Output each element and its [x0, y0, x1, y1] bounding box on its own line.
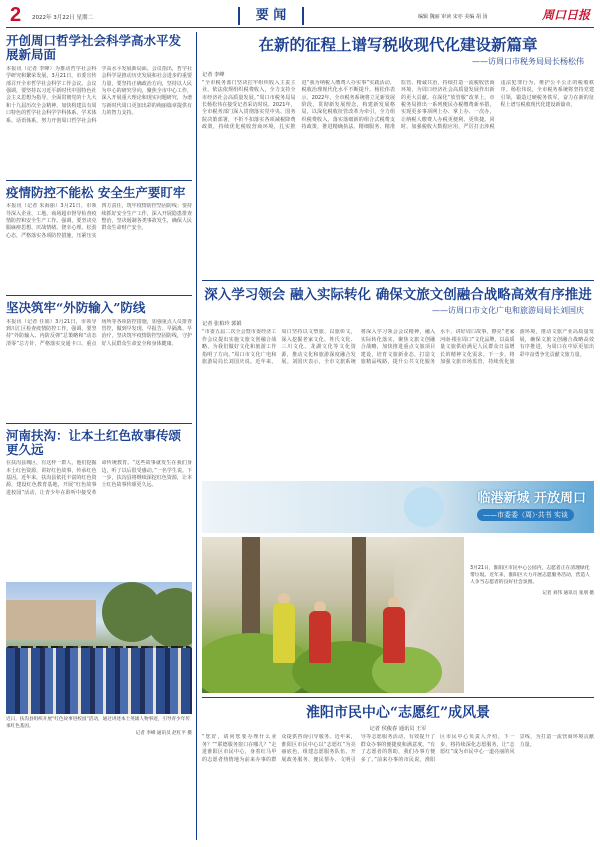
main-column [202, 32, 594, 840]
lead-subhead: ——访周口市税务局局长杨松伟 [472, 56, 584, 66]
second-headline[interactable]: 深入学习领会 融入实际转化 确保文旅文创融合战略高效有序推进 [204, 286, 592, 303]
newspaper-logo: 周口日报 [541, 8, 590, 22]
photo-volunteer [309, 611, 331, 663]
banner-title: 临港新城 开放周口 [477, 491, 586, 507]
second-byline: 记者 张柏玲 郭娟 [202, 321, 242, 328]
photo-volunteer [273, 603, 295, 663]
article-headline[interactable]: 坚决筑牢“外防输入”防线 [6, 300, 146, 316]
article-philosophy [6, 32, 192, 176]
article-body: 本报讯（记者 任娟）3月21日，市领导到川汇区检查疫情防控工作。强调，要坚持“外防输入、内防反弹”总策略和“动态清零”总方针，严格落实交通卡口、重点场所等各项防控措施，加强重点人员排查管控，做到早发现、早报告、早隔离、早治疗，坚决筑牢疫情防控坚固防线，守护好人民群众生命安全和身体健康。 [6, 318, 192, 347]
article-defense [6, 299, 192, 418]
article-body: 在扶沟县城区，有这样一群人，他们挖掘本土红色资源，讲好红色故事，传承红色基因。近年来，扶沟县依托丰富的红色资源，建设红色教育基地，开展“红色故事进校园”活动，让青少年在聆听中接受革命传统教育。“这些故事就发生在我们身边，听了以后很受感动。”一名学生说。下一步，扶沟县将继续深挖红色资源，让本土红色故事传颂更久远。 [6, 460, 192, 496]
divider [6, 423, 192, 424]
article-tax [202, 32, 594, 276]
photo-building [6, 600, 96, 640]
photo-tree-trunk [352, 537, 366, 657]
news-photo-students [6, 582, 192, 714]
photo-credit: 记者 李峰 通讯员 赵红平 摄 [135, 731, 192, 737]
article-headline[interactable]: 河南扶沟：让本土红色故事传颂更久远 [6, 427, 182, 457]
editor-info: 编辑 魏丽 审读 宋亦 美编 胡 汤 [418, 14, 488, 20]
article-headline[interactable]: 开创周口哲学社会科学高水平发展新局面 [6, 33, 182, 63]
bottom-body: “您好，请问您要办理什么业务？”“联德服务窗口在哪儿？”走进淮阳区市民中心，身着红马甲的志愿者热情地为前来办事的群众提供咨询引导服务。近年来，淮阳区市民中心以“志愿红”为亮丽底色，组建志愿服务队伍，开展政务服务、便民帮办、文明引导等志愿服务活动，有效提升了群众办事的便捷度和满意度。“有了志愿者的帮助，我们办事方便多了。”前来办事的市民说。淮阳区市民中心负责人介绍，下一步，将持续深化志愿服务，让“志愿红”成为市民中心一道亮丽的风景线，为打造一流营商环境贡献力量。 [202, 734, 594, 763]
photo-caption: 3月21日，淮阳区市民中心公园内，志愿者正在清理绿化带垃圾。近年来，淮阳区大力开展志愿服务活动，营造人人争当志愿者的良好社会氛围。 [470, 566, 590, 586]
promo-banner [202, 481, 594, 533]
banner-subtitle: ——市委委（周）·共书 实谈 [477, 509, 574, 521]
bottom-byline: 记者 侯俊春 通讯员 王军 [369, 726, 427, 733]
masthead [6, 4, 594, 28]
page-number: 2 [10, 4, 22, 26]
date-line: 2022年 3月22日 星期二 [32, 15, 93, 21]
left-column [6, 32, 192, 840]
bottom-headline[interactable]: 淮阳市民中心“志愿红”成风景 [305, 705, 491, 722]
photo-crowd [6, 648, 192, 714]
photo-side-caption [470, 537, 594, 597]
article-culture [202, 284, 594, 480]
photo-block [202, 537, 594, 693]
article-epidemic [6, 184, 192, 291]
article-body: 本报讯（记者 朱海丽）3月21日，市领导深入企业、工地、商场超市督导检查疫情防控和安全生产工作。强调，要坚决克服麻痹思想、厌战情绪、侥幸心理、松劲心态，严格落实各项防控措施，压紧压实四方责任，筑牢疫情防控坚固防线；要持续抓好安全生产工作，深入开展隐患排查整治，坚决遏制各类事故发生，确保人民群众生命财产安全。 [6, 203, 192, 239]
photo-tree [146, 588, 192, 648]
photo-credit: 记者 刘伟 通讯员 张朋 摄 [542, 591, 594, 597]
divider [6, 180, 192, 181]
second-subhead: ——访周口市文化广电和旅游局局长刘国庆 [432, 306, 584, 316]
article-volunteer [202, 701, 594, 804]
banner-graphic [404, 487, 444, 527]
section-title: 要 闻 [238, 7, 304, 25]
article-fugou [6, 427, 192, 737]
news-photo-volunteers [202, 537, 464, 693]
article-body: 本报讯（记者 李峰）为推动哲学社会科学研究和繁荣发展，3月21日，市委宣传部召开全市哲学社会科学工作会议。会议强调，要坚持以习近平新时代中国特色社会主义思想为指导，全面贯彻党的十九大和十九届历次全会精神，加快构建具有周口特色的哲学社会科学学科体系、学术体系、话语体系，努力开创周口哲学社会科学高水平发展新局面。会议指出，哲学社会科学是推动历史发展和社会进步的重要力量，要坚持正确政治方向，坚持以人民为中心的研究导向，聚焦全市中心工作，深入开展重大理论和现实问题研究，为谱写新时代周口更加出彩的绚丽篇章提供有力的智力支持。 [6, 65, 192, 124]
lead-headline[interactable]: 在新的征程上谱写税收现代化建设新篇章 [258, 35, 538, 54]
photo-volunteer [383, 607, 405, 663]
lead-body: “全市税务部门坚决扛牢组织收入主责主业，依法依规组织税费收入，全力支持全市经济社会高质量发展。”周口市税务局局长杨松伟在接受记者采访时说。2021年，全市税务部门深入贯彻落实党中央、国务院决策部署，不折不扣落实各项减税降费政策，持续优化税收营商环境，扎实推进“我为纳税人缴费人办实事”实践活动，税收治理现代化水平不断提升。杨松伟表示，2022年，全市税务系统将立足新发展阶段，贯彻新发展理念，构建新发展格局，以深化税收征管改革为牵引，全力组织税费收入，落实落细新的组合式税费支持政策，推进精确执法、精细服务、精准监管、精诚共治，持续打造一流税收营商环境，为周口经济社会高质量发展作出新的更大贡献。在深化“放管服”改革上，市税务局推出一系列便民办税缴费新举措，实现更多事项网上办、掌上办、一次办，让纳税人缴费人办税更便利、更快捷。同时，加强税收大数据应用，严厉打击涉税违法犯罪行为，维护公平公正的税收秩序。杨松伟说，全市税务系统将坚持党建引领，锻造过硬税务铁军，奋力在新的征程上谱写税收现代化建设新篇章。 [202, 79, 594, 131]
divider [202, 280, 594, 281]
second-body: “市委五届二次全会暨市委经济工作会议提出实施文旅文创融合战略，为我们做好文化和旅游工作指明了方向。”周口市文化广电和旅游局局长刘国庆说。近年来，周口坚持以文塑旅、以旅彰文，深入挖掘老家文化、姓氏文化、三川文化、龙湖文化等文化资源，推动文化和旅游深度融合发展。刘国庆表示，全市文旅系统将深入学习领会会议精神，融入实际转化落实，聚焦文旅文创融合战略，加快推进重点文旅项目建设，培育文旅新业态，打造文旅精品线路，提升公共文化服务水平，讲好周口故事，擦亮“老家河南·根在周口”文化品牌，以高质量文旅供给满足人民群众日益增长的精神文化需求。下一步，将加强文旅市场监管，持续优化旅游环境，推动文旅产业高质量发展，确保文旅文创融合战略高效有序推进，为周口在中原更加出彩中奋勇争先贡献文旅力量。 [202, 329, 594, 365]
lead-byline: 记者 李峰 [202, 71, 225, 78]
divider [202, 697, 594, 698]
column-divider [196, 32, 197, 840]
divider [6, 295, 192, 296]
article-headline[interactable]: 疫情防控不能松 安全生产要盯牢 [6, 184, 186, 200]
photo-caption: 近日，扶沟县组织开展“红色故事进校园”活动，通过讲述本土英雄人物事迹，引导青少年传承红色基因。 [6, 717, 190, 729]
